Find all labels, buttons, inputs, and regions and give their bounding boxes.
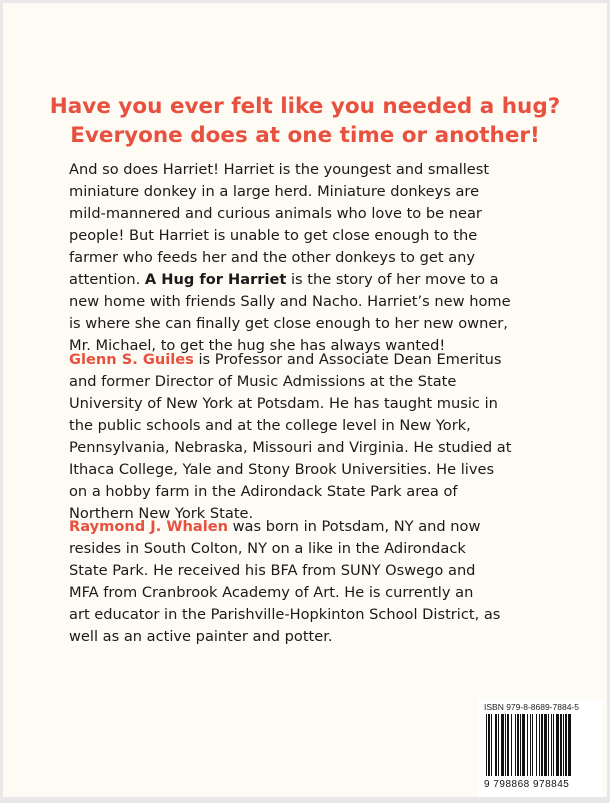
bio-line: well as an active painter and potter. xyxy=(69,628,333,645)
headline-line-1: Have you ever felt like you needed a hug? xyxy=(49,94,561,119)
bio-line: the public schools and at the college level in New York, xyxy=(69,417,471,434)
bio-text: was born in Potsdam, NY and now xyxy=(227,518,481,535)
description-line: And so does Harriet! Harriet is the youngest and smallest xyxy=(69,161,490,178)
book-title: A Hug for Harriet xyxy=(144,271,287,288)
description-line: people! But Harriet is unable to get close enough to the xyxy=(69,227,478,244)
description-line: farmer who feeds her and the other donkeys to get any xyxy=(69,249,476,266)
bio-line: art educator in the Parishville-Hopkinton School District, as xyxy=(69,606,501,623)
isbn-label: ISBN 979-8-8689-7884-5 xyxy=(484,702,579,712)
illustrator-name: Raymond J. Whalen xyxy=(69,518,228,535)
description-line: Mr. Michael, to get the hug she has always wanted! xyxy=(69,337,446,354)
bio-line: on a hobby farm in the Adirondack State Park area of xyxy=(69,483,458,500)
headline xyxy=(3,92,607,150)
bio-line: University of New York at Potsdam. He has taught music in xyxy=(69,395,498,412)
description-text: is the story of her move to a xyxy=(286,271,499,288)
illustrator-bio xyxy=(69,516,569,648)
bio-line: resides in South Colton, NY on a like in the Adirondack xyxy=(69,540,466,557)
barcode-bars-icon xyxy=(486,714,600,776)
isbn-barcode xyxy=(478,699,603,797)
bio-line: MFA from Cranbrook Academy of Art. He is currently an xyxy=(69,584,474,601)
back-cover xyxy=(3,3,607,797)
bio-line xyxy=(69,516,569,538)
description-line: miniature donkey in a large herd. Miniature donkeys are xyxy=(69,183,480,200)
barcode-digits: 9 798868 978845 xyxy=(484,779,570,790)
description-line xyxy=(69,269,569,291)
description-line: is where she can finally get close enough to her new owner, xyxy=(69,315,508,332)
description-line: new home with friends Sally and Nacho. Harriet’s new home xyxy=(69,293,511,310)
description-line: mild-mannered and curious animals who love to be near xyxy=(69,205,482,222)
bio-line: Ithaca College, Yale and Stony Brook Universities. He lives xyxy=(69,461,495,478)
bio-line xyxy=(69,349,569,371)
author-bio xyxy=(69,349,569,525)
bio-line: Northern New York State. xyxy=(69,505,254,522)
headline-line-2: Everyone does at one time or another! xyxy=(70,123,540,148)
bio-text: is Professor and Associate Dean Emeritus xyxy=(193,351,502,368)
bio-line: and former Director of Music Admissions at the State xyxy=(69,373,457,390)
book-description xyxy=(69,159,569,357)
author-name: Glenn S. Guiles xyxy=(69,351,194,368)
bio-line: State Park. He received his BFA from SUNY Oswego and xyxy=(69,562,476,579)
bio-line: Pennsylvania, Nebraska, Missouri and Virginia. He studied at xyxy=(69,439,512,456)
description-text: attention. xyxy=(69,271,145,288)
